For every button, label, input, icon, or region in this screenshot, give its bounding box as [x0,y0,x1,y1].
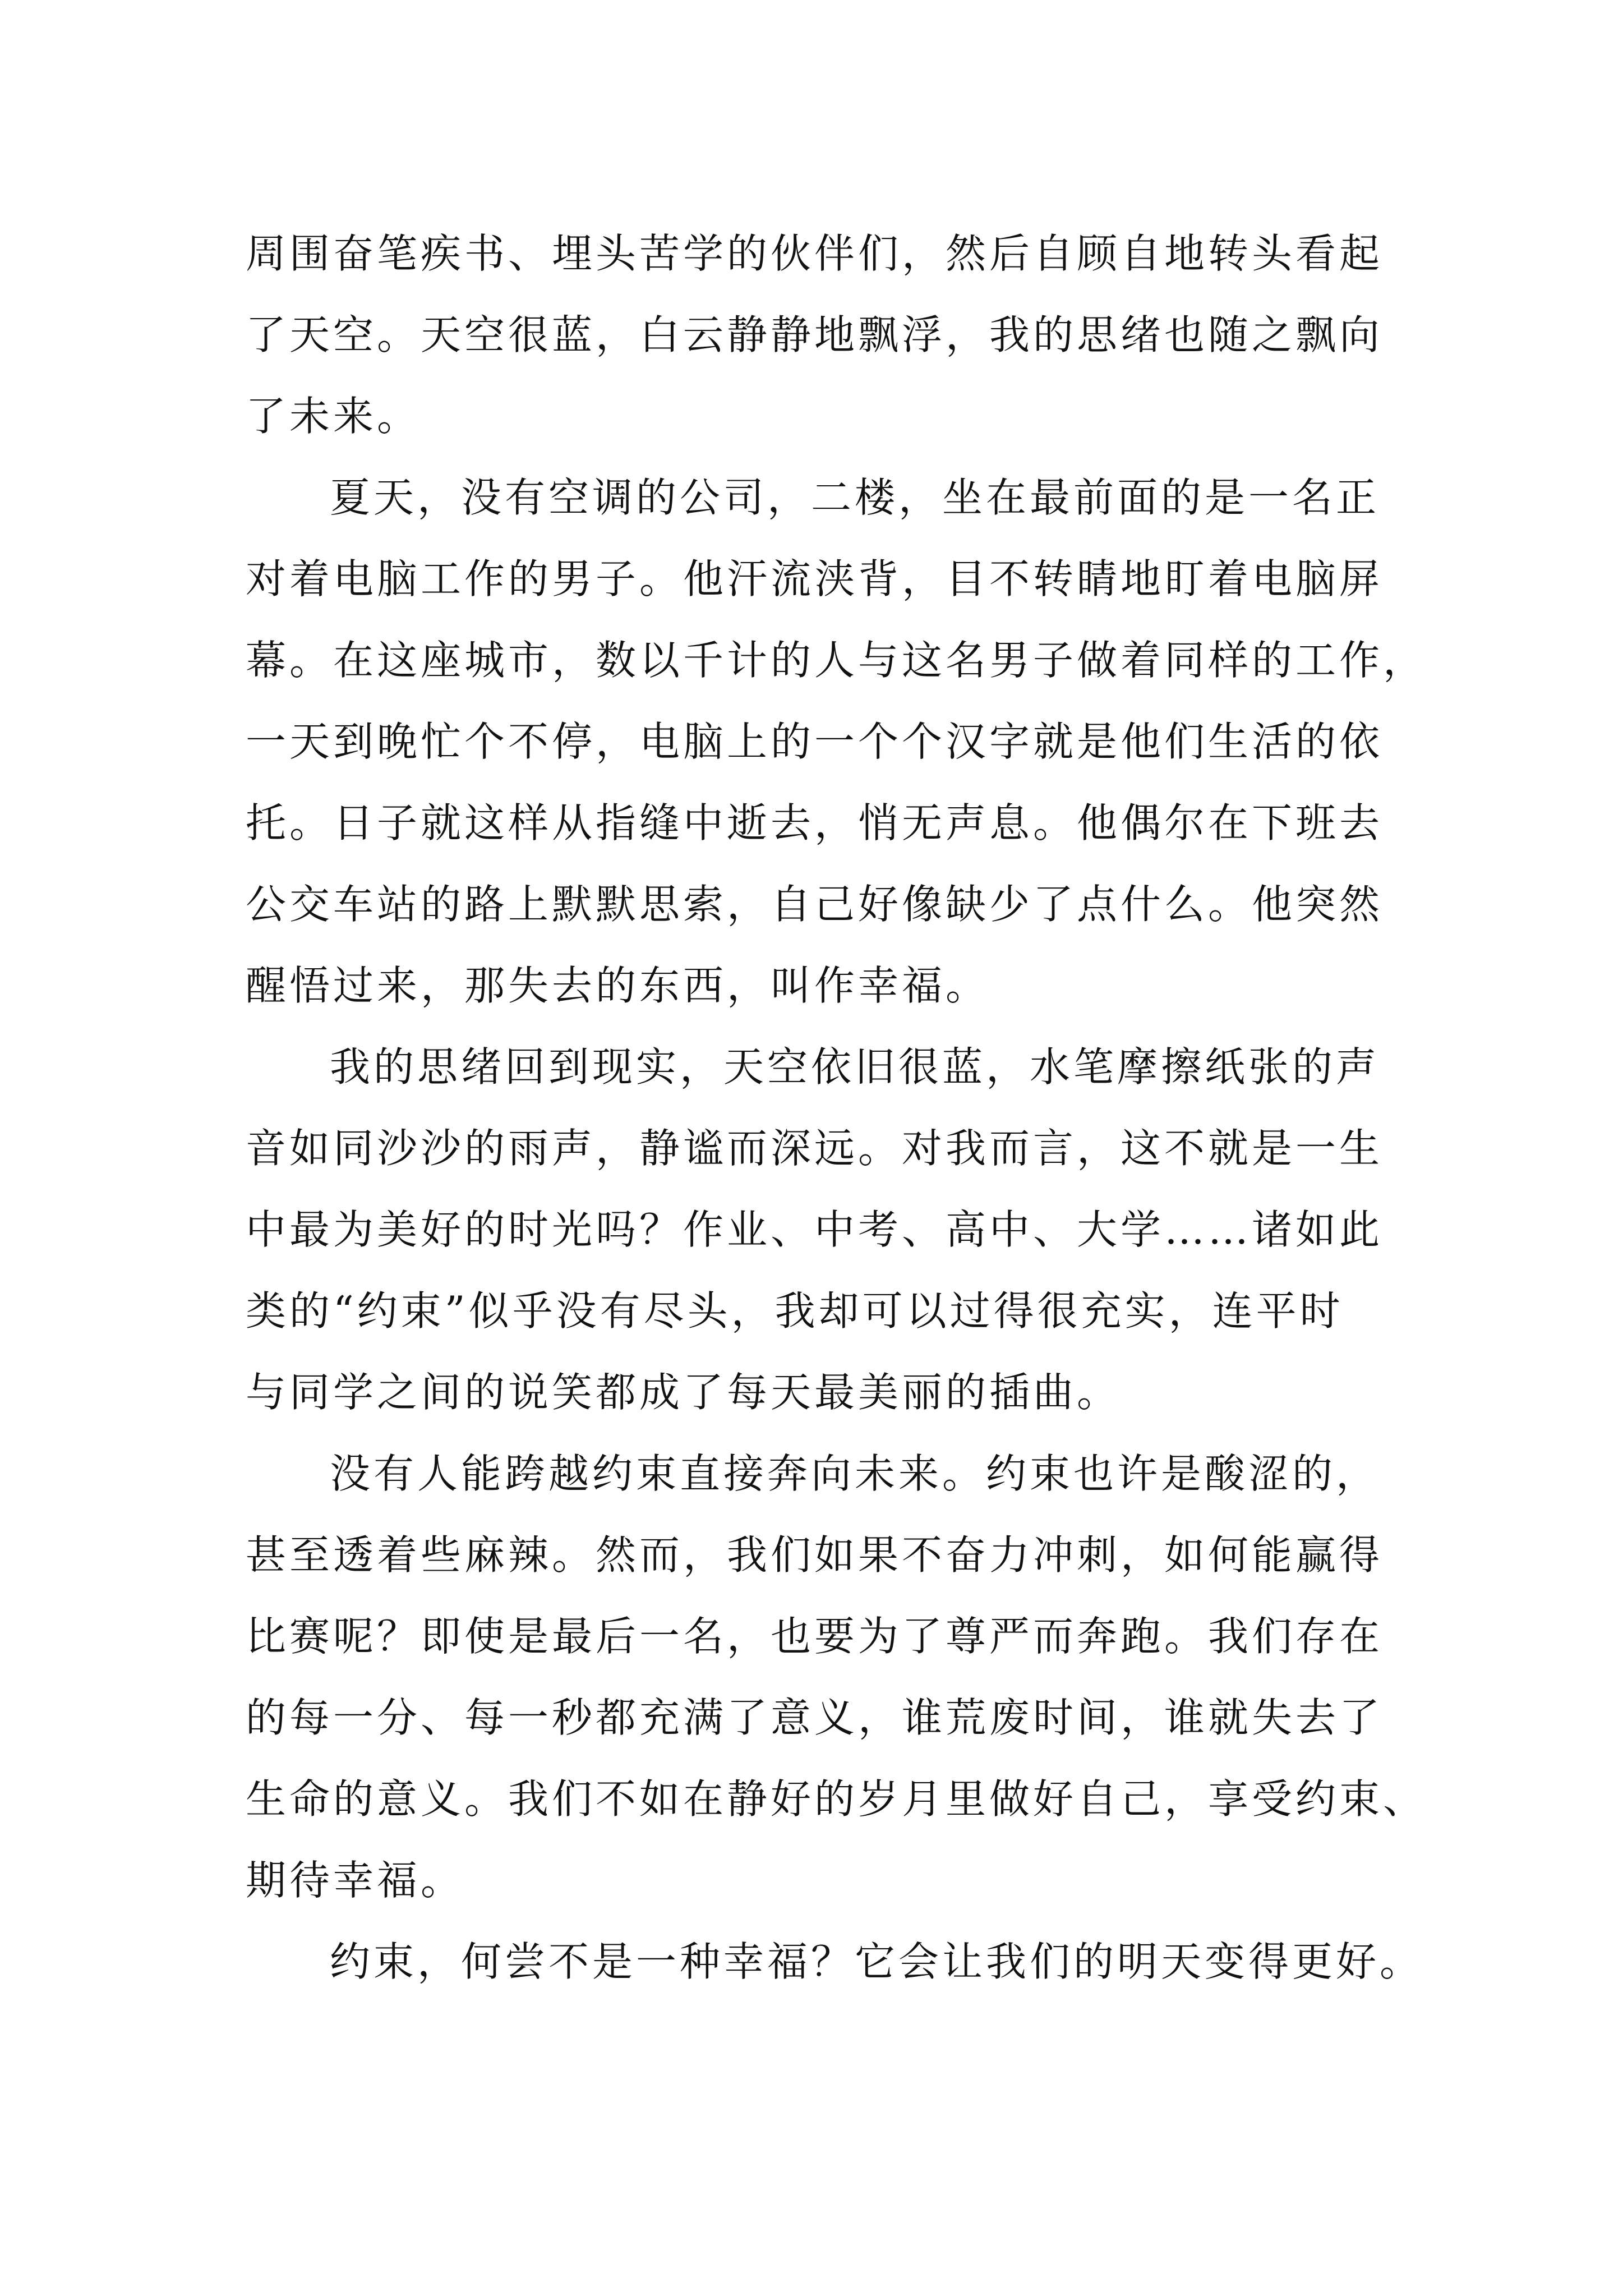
paragraph-2 [246,457,1427,1027]
text-line: 音如同沙沙的雨声，静谧而深远。对我而言，这不就是一生 [246,1125,1384,1172]
text-line: 了天空。天空很蓝，白云静静地飘浮，我的思绪也随之飘向 [246,311,1384,358]
text-line: 公交车站的路上默默思索，自己好像缺少了点什么。他突然 [246,881,1384,928]
text-line: 生命的意义。我们不如在静好的岁月里做好自己，享受约束、 [246,1775,1427,1823]
text-line: 约束，何尝不是一种幸福？它会让我们的明天变得更好。 [330,1938,1424,1985]
paragraph-5 [246,1921,1424,2003]
paragraph-4 [246,1433,1427,1921]
text-line: 一天到晚忙个不停，电脑上的一个个汉字就是他们生活的依 [246,718,1384,765]
text-line: 我的思绪回到现实，天空依旧很蓝，水笔摩擦纸张的声 [330,1043,1380,1091]
essay-body [246,213,1427,2003]
text-line: 期待幸福。 [246,1857,465,1904]
text-line: 甚至透着些麻辣。然而，我们如果不奋力冲刺，如何能赢得 [246,1531,1384,1579]
text-line: 没有人能跨越约束直接奔向未来。约束也许是酸涩的， [330,1450,1380,1497]
text-line: 类的“约束”似乎没有尽头，我却可以过得很充实，连平时 [246,1287,1344,1335]
text-line: 中最为美好的时光吗？作业、中考、高中、大学……诸如此 [246,1206,1384,1253]
text-line: 幕。在这座城市，数以千计的人与这名男子做着同样的工作， [246,637,1427,684]
text-line: 对着电脑工作的男子。他汗流浃背，目不转睛地盯着电脑屏 [246,555,1384,602]
text-line: 比赛呢？即使是最后一名，也要为了尊严而奔跑。我们存在 [246,1613,1384,1660]
paragraph-1 [246,213,1390,457]
text-line: 醒悟过来，那失去的东西，叫作幸福。 [246,962,990,1009]
paragraph-3 [246,1027,1390,1433]
text-line: 周围奋笔疾书、埋头苦学的伙伴们，然后自顾自地转头看起 [246,230,1384,277]
text-line: 夏天，没有空调的公司，二楼，坐在最前面的是一名正 [330,474,1380,521]
text-line: 的每一分、每一秒都充满了意义，谁荒废时间，谁就失去了 [246,1694,1384,1741]
text-line: 了未来。 [246,393,421,440]
text-line: 托。日子就这样从指缝中逝去，悄无声息。他偶尔在下班去 [246,799,1384,846]
text-line: 与同学之间的说笑都成了每天最美丽的插曲。 [246,1369,1121,1416]
